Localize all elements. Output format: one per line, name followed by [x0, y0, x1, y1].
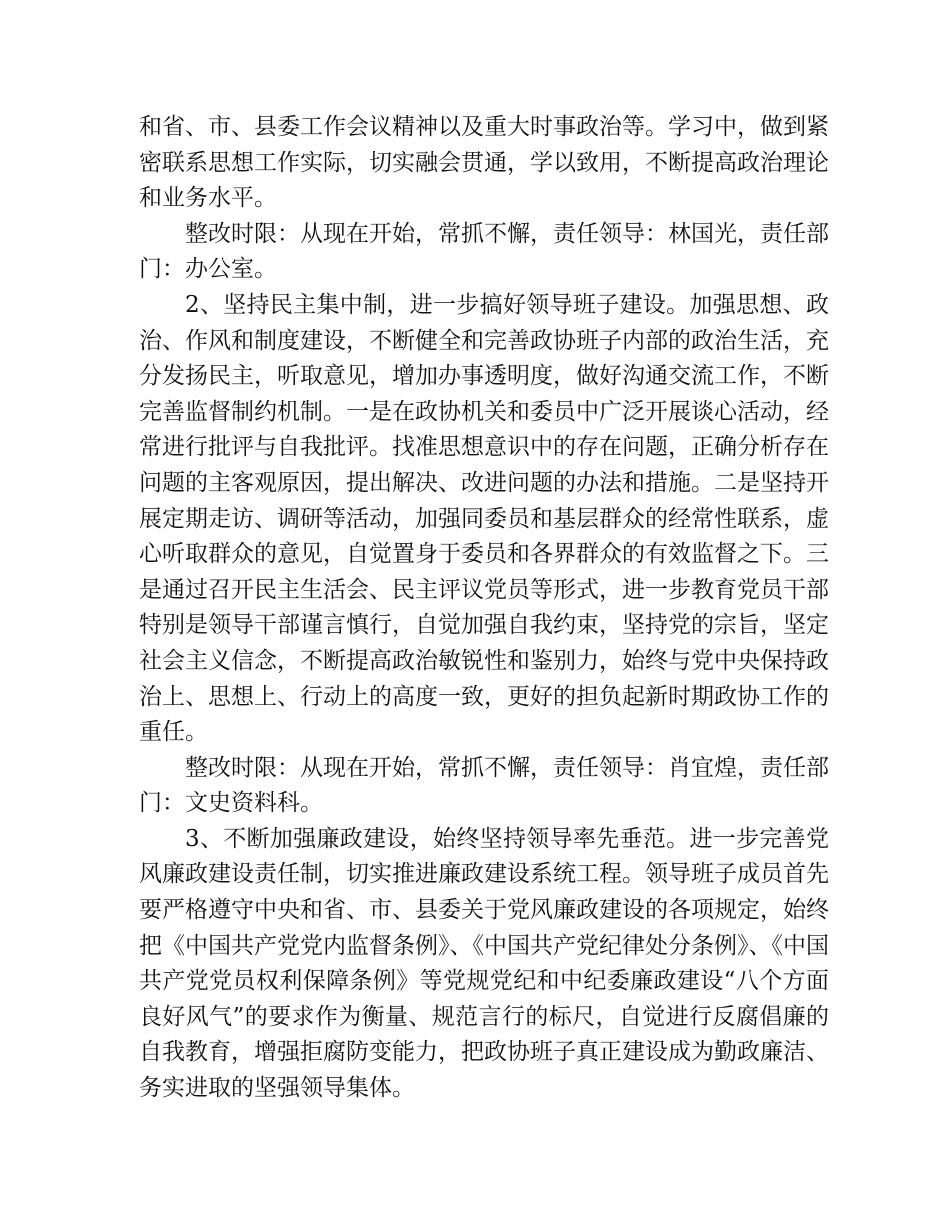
paragraph-deadline-office: 整改时限：从现在开始，常抓不懈，责任领导：林国光，责任部门：办公室。 [139, 220, 829, 283]
document-body [139, 110, 829, 1107]
paragraph-democratic-centralism: 2、坚持民主集中制，进一步搞好领导班子建设。加强思想、政治、作风和制度建设，不断健全和完善政协班子内部的政治生活，充分发扬民主，听取意见，增加办事透明度，做好沟通交流工作，不断完善监督制约机制。一是在政协机关和委员中广泛开展谈心活动，经常进行批评与自我批评。找准思想意识中的存在问题，正确分析存在问题的主客观原因，提出解决、改进问题的办法和措施。二是坚持开展定期走访、调研等活动，加强同委员和基层群众的经常性联系，虚心听取群众的意见，自觉置身于委员和各界群众的有效监督之下。三是通过召开民主生活会、民主评议党员等形式，进一步教育党员干部特别是领导干部谨言慎行，自觉加强自我约束，坚持党的宗旨，坚定社会主义信念，不断提高政治敏锐性和鉴别力，始终与党中央保持政治上、思想上、行动上的高度一致，更好的担负起新时期政协工作的重任。 [139, 291, 829, 746]
paragraph-deadline-archives: 整改时限：从现在开始，常抓不懈，责任领导：肖宜煌，责任部门：文史资料科。 [139, 754, 829, 817]
paragraph-integrity-building: 3、不断加强廉政建设，始终坚持领导率先垂范。进一步完善党风廉政建设责任制，切实推进廉政建设系统工程。领导班子成员首先要严格遵守中央和省、市、县委关于党风廉政建设的各项规定，始终把《中国共产党党内监督条例》、《中国共产党纪律处分条例》、《中国共产党党员权利保障条例》等党规党纪和中纪委廉政建设“八个方面良好风气”的要求作为衡量、规范言行的标尺，自觉进行反腐倡廉的自我教育，增强拒腐防变能力，把政协班子真正建设成为勤政廉洁、务实进取的坚强领导集体。 [139, 825, 829, 1102]
paragraph-study-continuation: 和省、市、县委工作会议精神以及重大时事政治等。学习中，做到紧密联系思想工作实际，切实融会贯通，学以致用，不断提高政治理论和业务水平。 [139, 114, 829, 212]
